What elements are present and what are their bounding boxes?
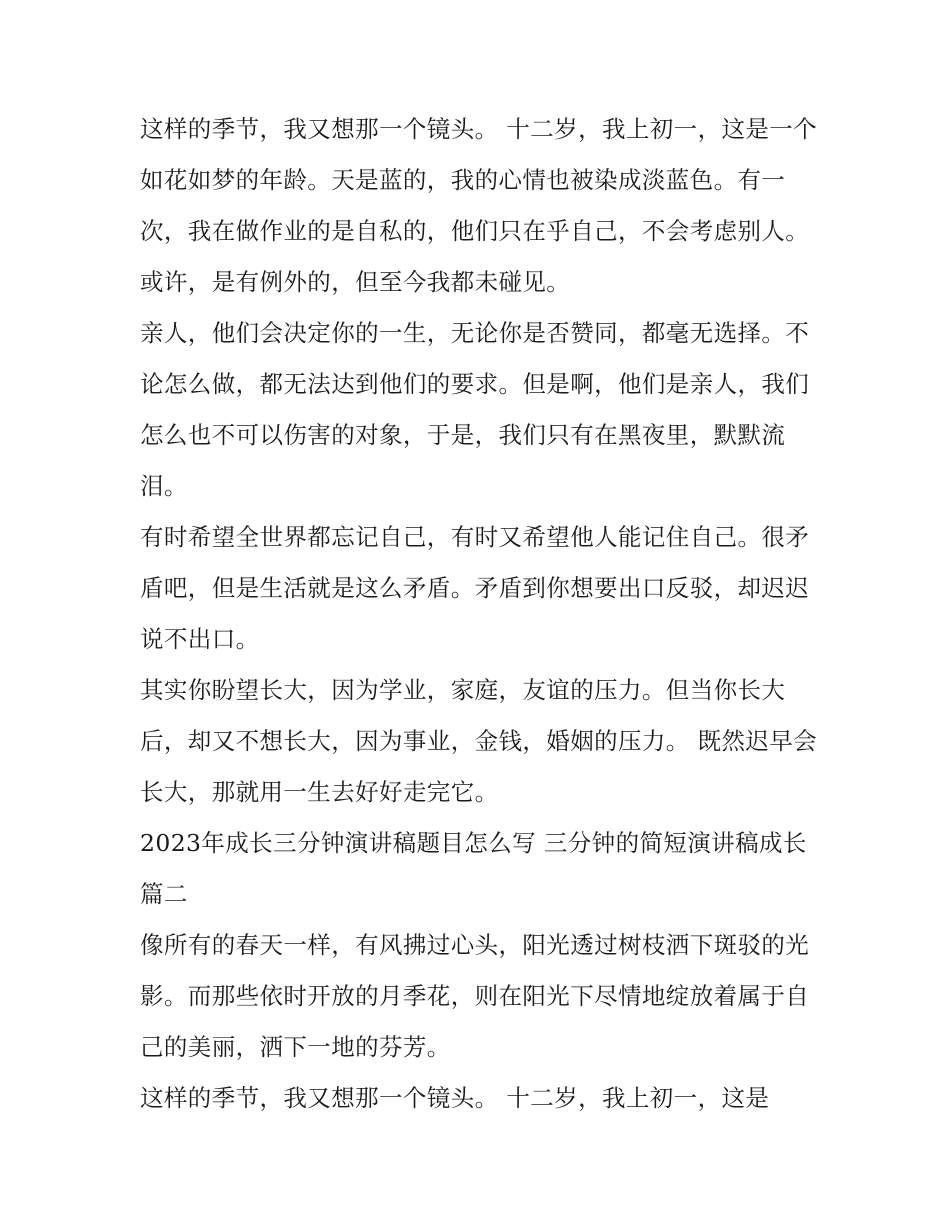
paragraph-1: 这样的季节，我又想那一个镜头。 十二岁，我上初一，这是一个如花如梦的年龄。天是蓝的，我的心情也被染成淡蓝色。有一次，我在做作业的是自私的，他们只在乎自己，不会考虑别人。或许，是有例外的，但至今我都未碰见。 [140,115,818,296]
paragraph-3: 有时希望全世界都忘记自己，有时又希望他人能记住自己。很矛盾吧，但是生活就是这么矛盾。矛盾到你想要出口反驳，却迟迟说不出口。 [140,523,810,653]
section-title: 2023年成长三分钟演讲稿题目怎么写 三分钟的简短演讲稿成长篇二 [140,829,807,908]
paragraph-4: 其实你盼望长大，因为学业，家庭，友谊的压力。但当你长大后，却又不想长大，因为事业，金钱，婚姻的压力。 既然迟早会长大，那就用一生去好好走完它。 [140,676,818,806]
paragraph-2: 亲人，他们会决定你的一生，无论你是否赞同，都毫无选择。不论怎么做，都无法达到他们的要求。但是啊，他们是亲人，我们怎么也不可以伤害的对象，于是，我们只有在黑夜里，默默流泪。 [140,319,810,500]
document-body [140,104,820,1124]
paragraph-6: 这样的季节，我又想那一个镜头。 十二岁，我上初一，这是 [140,1084,770,1112]
paragraph-5: 像所有的春天一样，有风拂过心头，阳光透过树枝洒下斑驳的光影。而那些依时开放的月季花，则在阳光下尽情地绽放着属于自己的美丽，洒下一地的芬芳。 [140,931,810,1061]
